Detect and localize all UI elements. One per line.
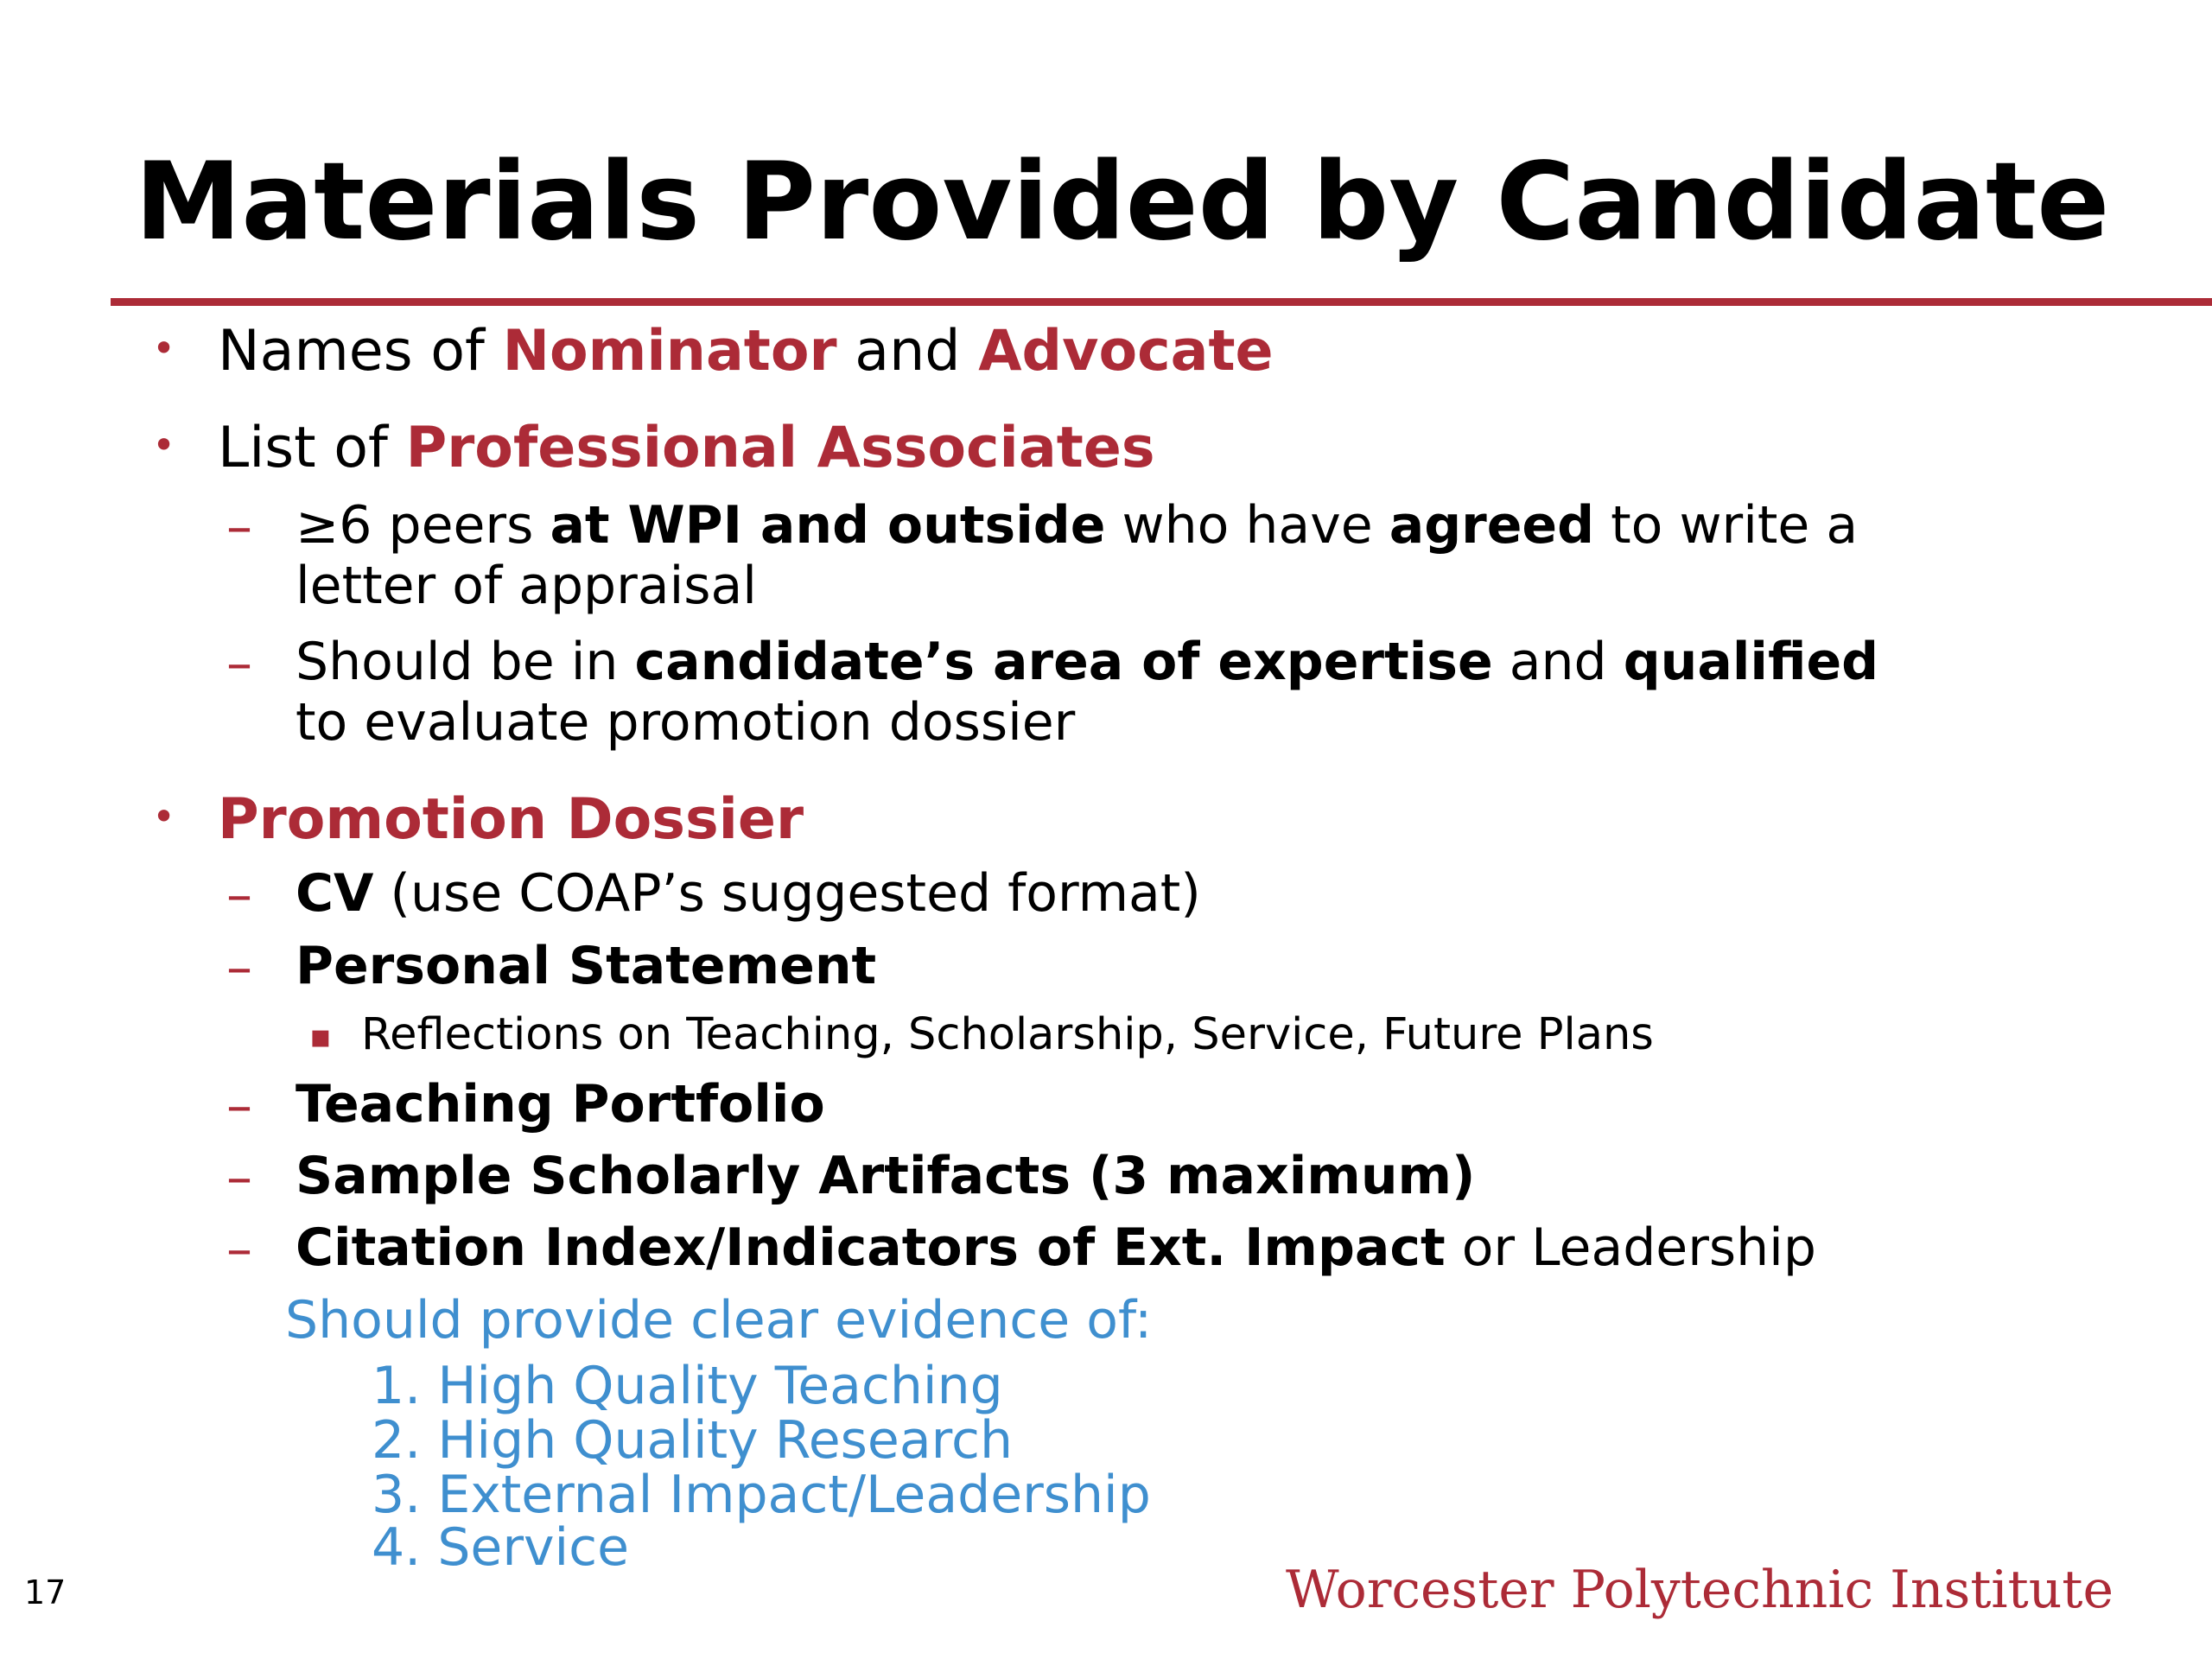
bullet-nominator-advocate xyxy=(218,319,1274,384)
bold-text: candidate’s area of expertise xyxy=(634,632,1493,692)
dash-bullet: – xyxy=(226,497,252,557)
bullet-professional-associates xyxy=(218,416,1155,480)
professional-associates-term: Professional Associates xyxy=(405,416,1155,480)
text: and xyxy=(836,319,979,384)
text: or Leadership xyxy=(1445,1217,1816,1278)
dash-bullet: – xyxy=(226,865,252,925)
dash-bullet: – xyxy=(226,1147,252,1208)
text: Should be in xyxy=(296,632,635,692)
text: who have xyxy=(1105,495,1389,556)
bullet-dot: • xyxy=(152,422,176,468)
text: and xyxy=(1492,632,1624,692)
bold-text: Personal Statement xyxy=(296,936,877,996)
bold-text: agreed xyxy=(1389,495,1595,556)
advocate-term: Advocate xyxy=(978,319,1274,384)
bullet-promotion-dossier xyxy=(218,787,804,852)
sub-personal-statement xyxy=(296,936,877,996)
dash-bullet: – xyxy=(226,1076,252,1136)
square-bullet: ▪ xyxy=(309,1017,332,1055)
text: Names of xyxy=(218,319,503,384)
bold-text: Citation Index/Indicators of Ext. Impact xyxy=(296,1217,1446,1278)
evidence-heading: Should provide clear evidence of: xyxy=(285,1290,1153,1351)
sub-expertise-line1 xyxy=(296,632,1879,692)
bold-text: Sample Scholarly Artifacts (3 maximum) xyxy=(296,1146,1476,1206)
text: (use COAP’s suggested format) xyxy=(373,863,1201,924)
bold-text: qualified xyxy=(1623,632,1879,692)
bold-text: Teaching Portfolio xyxy=(296,1074,825,1135)
sub-scholarly-artifacts xyxy=(296,1146,1476,1206)
text: ≥6 peers xyxy=(296,495,550,556)
sub-cv xyxy=(296,863,1201,924)
bold-text: CV xyxy=(296,863,374,924)
evidence-item: 3. External Impact/Leadership xyxy=(372,1465,1151,1525)
evidence-item: 1. High Quality Teaching xyxy=(372,1356,1003,1416)
sub-peers-line2: letter of appraisal xyxy=(296,556,757,616)
institution-name: Worcester Polytechnic Institute xyxy=(1285,1560,2113,1620)
sub-citation-index xyxy=(296,1217,1816,1278)
bullet-dot: • xyxy=(152,325,176,372)
dash-bullet: – xyxy=(226,633,252,694)
dash-bullet: – xyxy=(226,938,252,998)
evidence-item: 2. High Quality Research xyxy=(372,1410,1013,1471)
page-number: 17 xyxy=(24,1573,67,1611)
evidence-item: 4. Service xyxy=(372,1517,630,1578)
sub-reflections: Reflections on Teaching, Scholarship, Service, Future Plans xyxy=(361,1009,1654,1060)
title-rule xyxy=(111,298,2212,306)
text: List of xyxy=(218,416,406,480)
promotion-dossier-term: Promotion Dossier xyxy=(218,787,804,852)
slide-title: Materials Provided by Candidate xyxy=(135,140,2110,264)
sub-expertise-line2: to evaluate promotion dossier xyxy=(296,692,1076,753)
text: to write a xyxy=(1594,495,1859,556)
bold-text: at WPI and outside xyxy=(550,495,1106,556)
sub-teaching-portfolio xyxy=(296,1074,825,1135)
bullet-dot: • xyxy=(152,793,176,840)
sub-peers-line1 xyxy=(296,495,1859,556)
dash-bullet: – xyxy=(226,1219,252,1280)
nominator-term: Nominator xyxy=(502,319,837,384)
